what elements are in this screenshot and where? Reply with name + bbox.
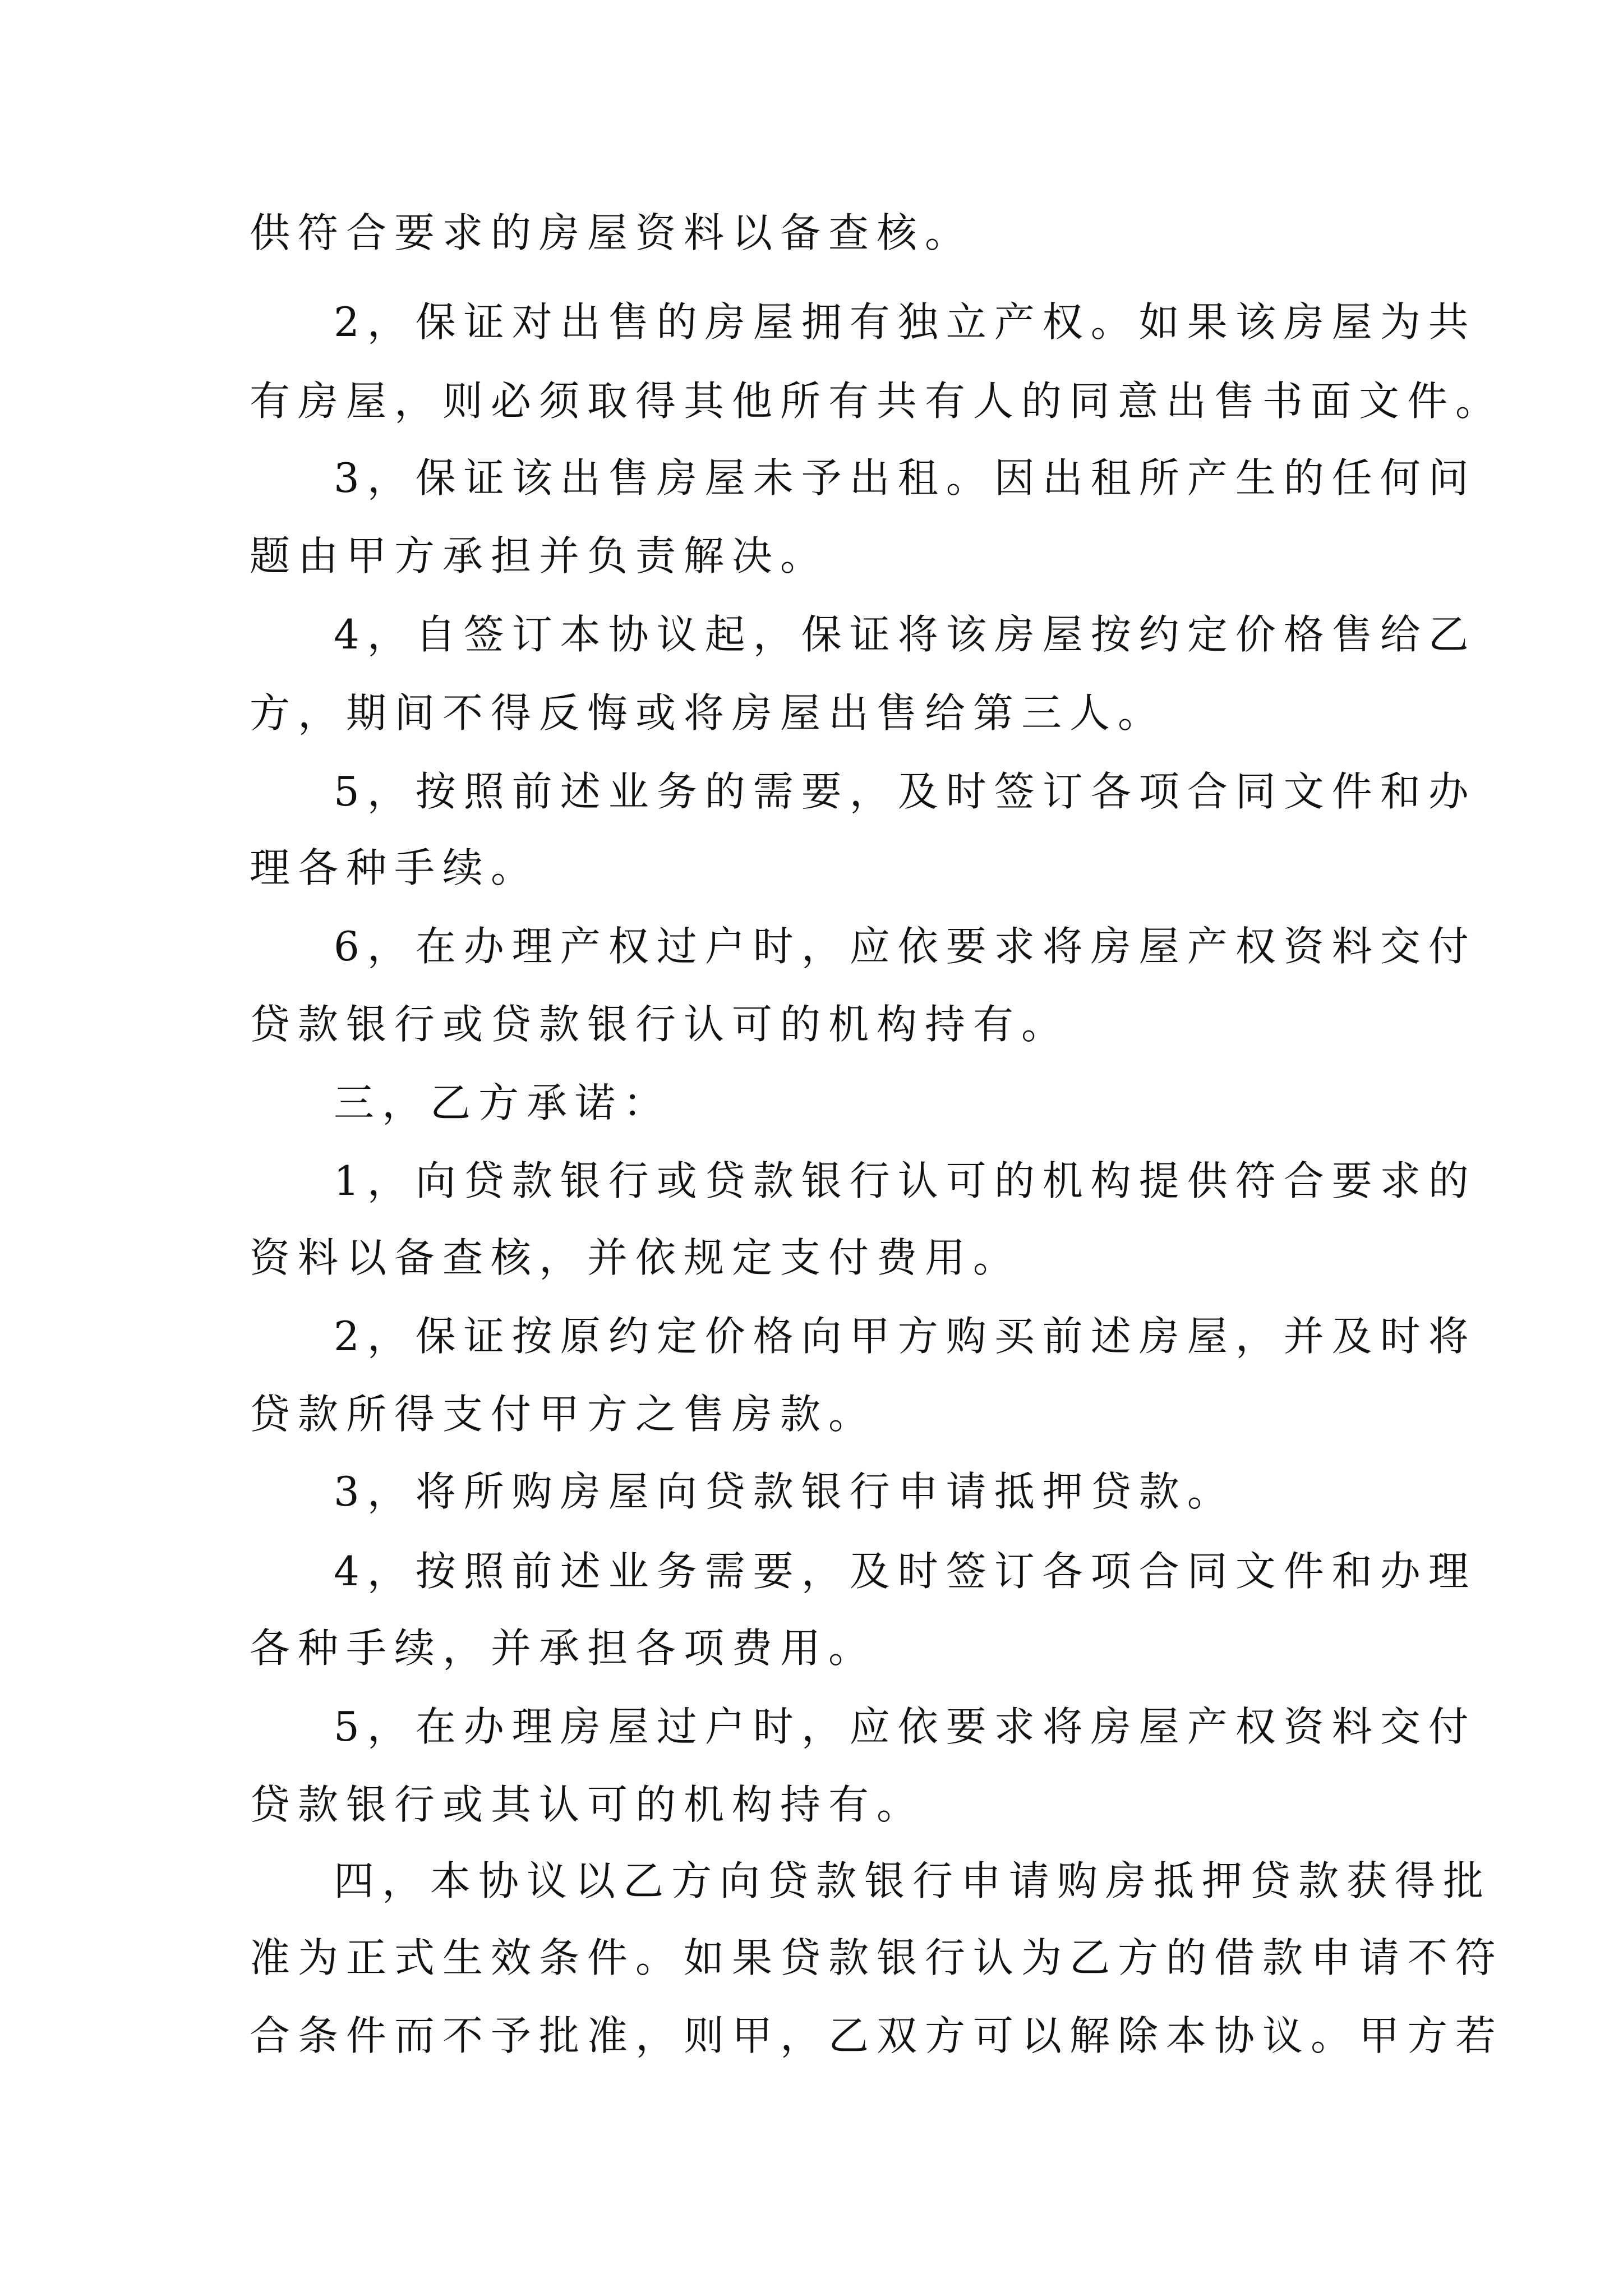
- section-heading: 三，乙方承诺：: [334, 1079, 672, 1126]
- section-heading: 四，本协议以乙方向贷款银行申请购房抵押贷款获得批: [334, 1857, 1492, 1904]
- text-line: 3，保证该出售房屋未予出租。因出租所产生的任何问: [334, 454, 1477, 501]
- text-line: 资料以备查核，并依规定支付费用。: [250, 1234, 1022, 1281]
- text-line: 有房屋，则必须取得其他所有共有人的同意出售书面文件。: [250, 378, 1504, 425]
- text-line: 5，在办理房屋过户时，应依要求将房屋产权资料交付: [334, 1703, 1477, 1750]
- text-line: 5，按照前述业务的需要，及时签订各项合同文件和办: [334, 768, 1477, 815]
- text-line: 题由甲方承担并负责解决。: [250, 532, 829, 579]
- text-line: 准为正式生效条件。如果贷款银行认为乙方的借款申请不符: [250, 1934, 1504, 1981]
- text-line: 4，自签订本协议起，保证将该房屋按约定价格售给乙: [334, 611, 1477, 658]
- text-line: 1，向贷款银行或贷款银行认可的机构提供符合要求的: [334, 1157, 1477, 1204]
- text-line: 3，将所购房屋向贷款银行申请抵押贷款。: [334, 1468, 1235, 1515]
- text-line: 贷款银行或其认可的机构持有。: [250, 1781, 925, 1828]
- text-line: 贷款所得支付甲方之售房款。: [250, 1391, 877, 1438]
- text-line: 4，按照前述业务需要，及时签订各项合同文件和办理: [334, 1548, 1477, 1595]
- text-line: 2，保证对出售的房屋拥有独立产权。如果该房屋为共: [334, 298, 1477, 346]
- text-line: 供符合要求的房屋资料以备查核。: [250, 209, 974, 256]
- text-line: 2，保证按原约定价格向甲方购买前述房屋，并及时将: [334, 1313, 1477, 1360]
- text-line: 合条件而不予批准，则甲，乙双方可以解除本协议。甲方若: [250, 2012, 1504, 2059]
- text-line: 6，在办理产权过户时，应依要求将房屋产权资料交付: [334, 923, 1477, 970]
- text-line: 各种手续，并承担各项费用。: [250, 1625, 877, 1672]
- text-line: 方，期间不得反悔或将房屋出售给第三人。: [250, 689, 1166, 737]
- text-line: 理各种手续。: [250, 844, 540, 891]
- text-line: 贷款银行或贷款银行认可的机构持有。: [250, 1001, 1070, 1048]
